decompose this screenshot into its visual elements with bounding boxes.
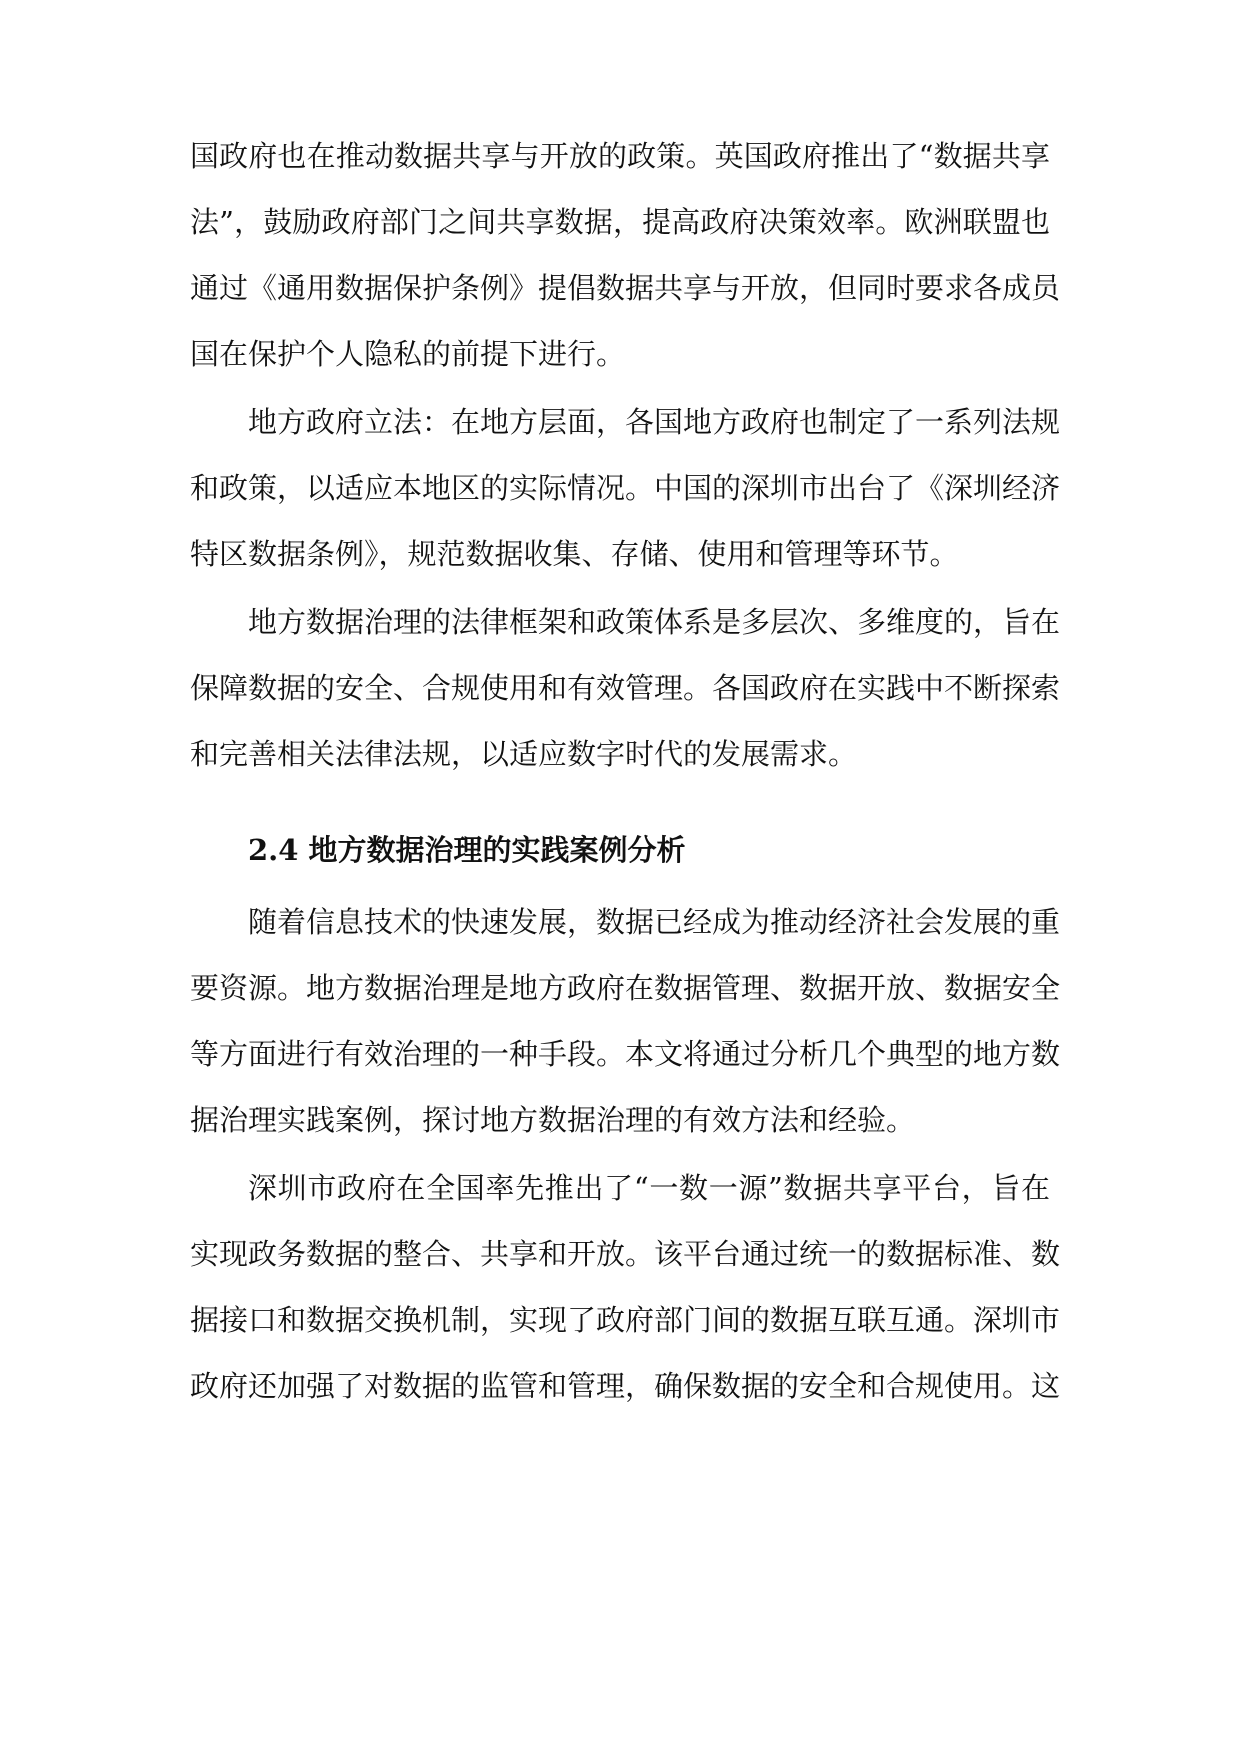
paragraph-line: 要资源。地方数据治理是地方政府在数据管理、数据开放、数据安全	[190, 971, 1061, 1005]
paragraph-line: 深圳市政府在全国率先推出了“一数一源”数据共享平台，旨在	[248, 1171, 1050, 1205]
paragraph-line: 特区数据条例》，规范数据收集、存储、使用和管理等环节。	[190, 537, 959, 571]
paragraph-line: 和政策，以适应本地区的实际情况。中国的深圳市出台了《深圳经济	[190, 471, 1061, 505]
paragraph-line: 地方政府立法：在地方层面，各国地方政府也制定了一系列法规	[248, 405, 1061, 439]
paragraph-line: 等方面进行有效治理的一种手段。本文将通过分析几个典型的地方数	[190, 1037, 1061, 1071]
paragraph-line: 随着信息技术的快速发展，数据已经成为推动经济社会发展的重	[248, 905, 1061, 939]
paragraph-line: 据治理实践案例，探讨地方数据治理的有效方法和经验。	[190, 1103, 916, 1137]
paragraph-line: 据接口和数据交换机制，实现了政府部门间的数据互联互通。深圳市	[190, 1303, 1061, 1337]
paragraph-line: 国政府也在推动数据共享与开放的政策。英国政府推出了“数据共享	[190, 139, 1050, 173]
paragraph-line: 国在保护个人隐私的前提下进行。	[190, 337, 626, 371]
paragraph-line: 实现政务数据的整合、共享和开放。该平台通过统一的数据标准、数	[190, 1237, 1061, 1271]
paragraph-line: 法”，鼓励政府部门之间共享数据，提高政府决策效率。欧洲联盟也	[190, 205, 1050, 239]
paragraph-line: 保障数据的安全、合规使用和有效管理。各国政府在实践中不断探索	[190, 671, 1061, 705]
paragraph-line: 政府还加强了对数据的监管和管理，确保数据的安全和合规使用。这	[190, 1369, 1061, 1403]
section-heading: 2.4 地方数据治理的实践案例分析	[248, 833, 686, 867]
paragraph-line: 和完善相关法律法规，以适应数字时代的发展需求。	[190, 737, 858, 771]
paragraph-line: 通过《通用数据保护条例》提倡数据共享与开放，但同时要求各成员	[190, 271, 1061, 305]
paragraph-line: 地方数据治理的法律框架和政策体系是多层次、多维度的，旨在	[248, 605, 1061, 639]
